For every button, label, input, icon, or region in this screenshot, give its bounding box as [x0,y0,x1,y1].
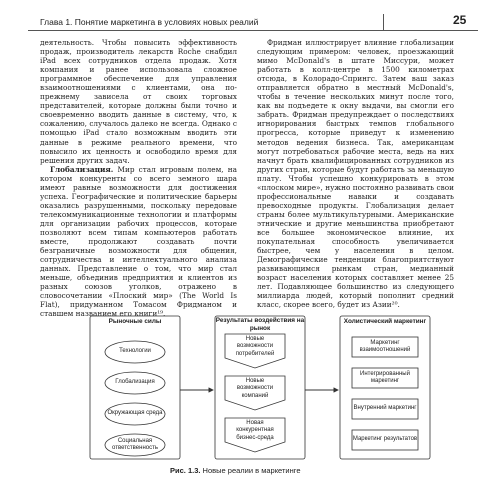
paragraph-text: Мир стал игровым полем, на котором конкуренты со всего земного шара имеют равные возможности для достижения успеха. Географические и политические барьеры оказались разрушенными, поскольку передовые телекоммуникационные технологии и платформы для организации рабочих процессов, которые позволяют всем типам компьютеров работать вместе, продолжают создавать почти безграничные возможности для общения, сотрудничества и интеллектуального анализа данных. Представление о том, что мир стал меньше, объединив предприятия и клиентов из разных союзов уголков, отражено в словосочетании «Плоский мир» (The World Is Flat), придуманном Томасом Фридманом и ставшем названием его книги¹⁹. [40,164,237,319]
label-consumer-capabilities: Новые возможности потребителей [235,336,275,357]
label-globalization: Глобализация [115,379,155,386]
figure-caption [170,466,301,475]
label-company-capabilities: Новые возможности компаний [236,378,274,399]
title-holistic-marketing: Холистический маркетинг [343,318,427,325]
label-competitive-environment: Новая конкурентная бизнес-среда [236,420,274,441]
title-market-impact: Результаты воздействия на рынок [215,317,305,332]
label-social-responsibility: Социальная ответственность [112,437,158,451]
label-technology: Технологии [119,348,151,355]
term-globalization: Глобализация. [50,164,114,174]
running-title: Глава 1. Понятие маркетинга в условиях новых реалий [40,17,259,27]
page-number: 25 [453,13,467,27]
title-market-forces: Рыночные силы [108,318,162,325]
label-environment: Окружающая среда [107,410,163,417]
paragraph: Фридман иллюстрирует влияние глобализации следующим примером: человек, проезжающий мимо McDonald's в штате Миссури, может работать в колл-центре в 1500 километрах отсюда, в Колорадо-Спрингс. Затем ваш заказ отправляется обратно в местный McDonald's, чтобы в течение нескольких минут после того, как вы подъедете к окну выдачи, вы смогли его забрать. Фридман предупреждает о последствиях игнорирования быстрых темпов глобального прогресса, которые приведут к изменению методов ведения бизнеса. Так, американцам могут потребоваться рабочие места, ведь на них начнут брать квалифицированных сотрудников из других стран, которые будут работать за меньшую плату. Чтобы успешно конкурировать в этом «плоском мире», нужно постоянно развивать свои профессиональные навыки и создавать превосходные продукты. Глобализация делает страны более мультикультурными. Американские этнические и другие меньшинства приобретают все большее экономическое влияние, их покупательная способность увеличивается быстрее, чем у населения в целом. Демографические тенденции благоприятствуют развивающимся рынкам стран, медианный возраст населения которых составляет менее 25 лет. Подавляющее большинство из следующего миллиарда людей, который пополнит средний класс, скорее всего, будет из Азии²⁰. [257,38,454,310]
caption-number: Рис. 1.3. [170,466,201,475]
paragraph: деятельность. Чтобы повысить эффективность продаж, производитель лекарств Roche снабдил iPad всех сотрудников отдела продаж. Хотя компания и ранее использовала сложное программное обеспечение для управления взаимоотношениями с клиентами, она по-прежнему зависела от своих торговых представителей, которые должны были точно и своевременно вводить данные в систему, что, к сожалению, случалось далеко не всегда. Однако с помощью iPad стало возможным вводить эти данные в режиме реального времени, что повысило их ценность и освободило время для решения других задач. [40,38,237,165]
caption-text: Новые реалии в маркетинге [200,466,301,475]
label-performance-marketing: Маркетинг результатов [352,436,418,443]
label-integrated-marketing: Интегрированный маркетинг [360,370,410,384]
label-relationship-marketing: Маркетинг взаимоотношений [359,339,411,353]
label-internal-marketing: Внутренний маркетинг [353,405,417,412]
